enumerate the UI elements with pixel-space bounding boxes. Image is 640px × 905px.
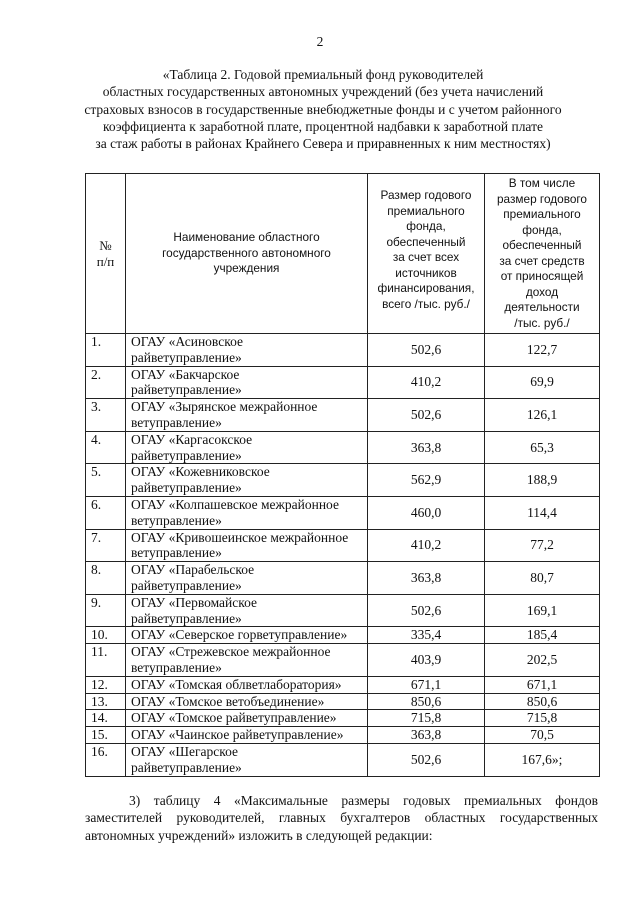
total-fund-value: 363,8 [368,431,485,464]
total-fund-value: 502,6 [368,399,485,432]
header-total-line: фонда, [406,219,446,233]
total-fund-value: 403,9 [368,644,485,677]
table-row [86,366,600,399]
institution-name-line: ветуправление» [131,659,222,675]
header-income-line: В том числе [508,176,576,190]
total-fund-value: 502,6 [368,743,485,776]
income-fund-value: 80,7 [485,562,600,595]
income-fund-value: 671,1 [485,676,600,693]
row-number: 12. [86,676,126,693]
total-fund-value: 850,6 [368,693,485,710]
income-fund-value: 69,9 [485,366,600,399]
institution-name-line: ОГАУ «Томское ветобъединение» [131,693,325,709]
institution-name [126,366,368,399]
institution-name-line: ОГАУ «Зырянское межрайонное [131,399,318,415]
header-total-line: источников [395,265,457,280]
header-total-line: финансирования, [377,281,475,295]
premium-fund-table [85,173,600,777]
total-fund-value: 562,9 [368,464,485,497]
income-fund-value: 65,3 [485,431,600,464]
income-fund-value: 169,1 [485,594,600,627]
header-number [86,174,126,334]
institution-name [126,464,368,497]
income-fund-value: 122,7 [485,334,600,367]
header-total-line: Размер годового [380,188,472,202]
income-fund-value: 70,5 [485,727,600,744]
header-number-line: № [99,238,112,253]
income-fund-value: 188,9 [485,464,600,497]
row-number: 5. [86,464,126,497]
institution-name [126,710,368,727]
institution-name-line: райветуправление» [131,759,242,775]
total-fund-value: 671,1 [368,676,485,693]
total-fund-value: 335,4 [368,627,485,644]
institution-name [126,594,368,627]
institution-name-line: ОГАУ «Бакчарское [131,366,240,382]
institution-name [126,334,368,367]
institution-name-line: ОГАУ «Кривошеинское межрайонное [131,529,349,545]
total-fund-value: 363,8 [368,562,485,595]
total-fund-value: 460,0 [368,496,485,529]
row-number: 8. [86,562,126,595]
table-caption [78,66,568,152]
institution-name-line: райветуправление» [131,382,242,398]
caption-line: «Таблица 2. Годовой премиальный фонд руководителей [162,67,484,82]
institution-name-line: райветуправление» [131,610,242,626]
header-institution-name: Наименование областного государственного автономного учреждения [126,174,368,334]
page-number: 2 [316,34,324,49]
institution-name [126,644,368,677]
table-header-row [86,174,600,334]
row-number: 9. [86,594,126,627]
institution-name [126,562,368,595]
institution-name [126,529,368,562]
institution-name [126,496,368,529]
institution-name-line: ветуправление» [131,512,222,528]
institution-name-line: ОГАУ «Чаинское райветуправление» [131,727,344,743]
table-row [86,529,600,562]
row-number: 13. [86,693,126,710]
table-row [86,496,600,529]
table-row [86,562,600,595]
institution-name [126,693,368,710]
income-fund-value: 185,4 [485,627,600,644]
caption-line: страховых взносов в государственные внебюджетные фонды и с учетом районного [84,101,562,117]
institution-name-line: ОГАУ «Томское райветуправление» [131,710,337,726]
income-fund-value: 850,6 [485,693,600,710]
total-fund-value: 502,6 [368,594,485,627]
institution-name-line: ОГАУ «Стрежевское межрайонное [131,644,331,660]
total-fund-value: 363,8 [368,727,485,744]
institution-name-line: ОГАУ «Асиновское [131,334,244,349]
table-row [86,727,600,744]
header-income-line: обеспеченный [502,238,582,252]
institution-name-line: райветуправление» [131,349,242,365]
income-fund-value: 126,1 [485,399,600,432]
paragraph-line: автономных учреждений» изложить в следующей редакции: [85,827,433,843]
table-row [86,743,600,776]
institution-name-line: ОГАУ «Шегарское [131,743,238,759]
caption-line: за стаж работы в районах Крайнего Севера и приравненных к ним местностях) [95,136,551,152]
row-number: 1. [86,334,126,367]
institution-name [126,399,368,432]
caption-line: областных государственных автономных учреждений (без учета начислений [102,84,544,100]
table-row [86,676,600,693]
institution-name-line: ОГАУ «Первомайское [131,594,258,610]
table-row [86,710,600,727]
institution-name-line: райветуправление» [131,480,242,496]
institution-name-line: ветуправление» [131,414,222,430]
body-paragraph [85,792,598,844]
paragraph-line: 3) таблицу 4 «Максимальные размеры годовых премиальных фондов [129,793,598,808]
table-row [86,431,600,464]
total-fund-value: 502,6 [368,334,485,367]
row-number: 16. [86,743,126,776]
header-income-line: фонда, [522,222,562,237]
institution-name [126,627,368,644]
total-fund-value: 410,2 [368,529,485,562]
header-income-line: размер годового [497,191,587,206]
row-number: 2. [86,366,126,399]
income-fund-value: 114,4 [485,496,600,529]
row-number: 15. [86,727,126,744]
header-total-fund [368,174,485,334]
paragraph-line: заместителей руководителей, главных бухгалтеров областных государственных [85,810,598,826]
total-fund-value: 715,8 [368,710,485,727]
row-number: 14. [86,710,126,727]
institution-name-line: ОГАУ «Северское горветуправление» [131,627,348,643]
institution-name-line: ОГАУ «Каргасокское [131,431,253,447]
institution-name [126,676,368,693]
institution-name-line: райветуправление» [131,447,242,463]
header-income-line: доход [525,284,559,299]
header-income-line: от приносящей [500,269,584,283]
total-fund-value: 410,2 [368,366,485,399]
header-income-fund [485,174,600,334]
institution-name-line: ОГАУ «Кожевниковское [131,464,270,480]
institution-name [126,743,368,776]
header-income-line: за счет средств [499,253,585,268]
institution-name-line: ОГАУ «Парабельское [131,562,255,578]
row-number: 7. [86,529,126,562]
header-total-line: премиального [387,203,465,218]
row-number: 4. [86,431,126,464]
institution-name-line: ОГАУ «Томская облветлаборатория» [131,676,342,692]
header-number-line: п/п [96,253,115,269]
table-row [86,334,600,367]
income-fund-value: 202,5 [485,644,600,677]
income-fund-value: 715,8 [485,710,600,727]
row-number: 10. [86,627,126,644]
row-number: 3. [86,399,126,432]
table-row [86,464,600,497]
caption-line: коэффициента к заработной плате, процентной надбавки к заработной плате [103,118,543,134]
institution-name-line: ОГАУ «Колпашевское межрайонное [131,496,339,512]
table-row [86,594,600,627]
table-row [86,399,600,432]
header-income-line: деятельности [504,300,580,314]
table-row [86,693,600,710]
income-fund-value: 77,2 [485,529,600,562]
header-total-line: всего /тыс. руб./ [382,296,470,311]
table-row [86,627,600,644]
header-income-line: премиального [503,207,581,221]
institution-name [126,431,368,464]
header-income-line: /тыс. руб./ [514,315,570,330]
row-number: 11. [86,644,126,677]
header-total-line: обеспеченный [386,234,466,249]
table-row [86,644,600,677]
row-number: 6. [86,496,126,529]
income-fund-value: 167,6»; [485,743,600,776]
header-total-line: за счет всех [392,250,460,264]
institution-name-line: райветуправление» [131,577,242,593]
institution-name [126,727,368,744]
institution-name-line: ветуправление» [131,545,222,561]
